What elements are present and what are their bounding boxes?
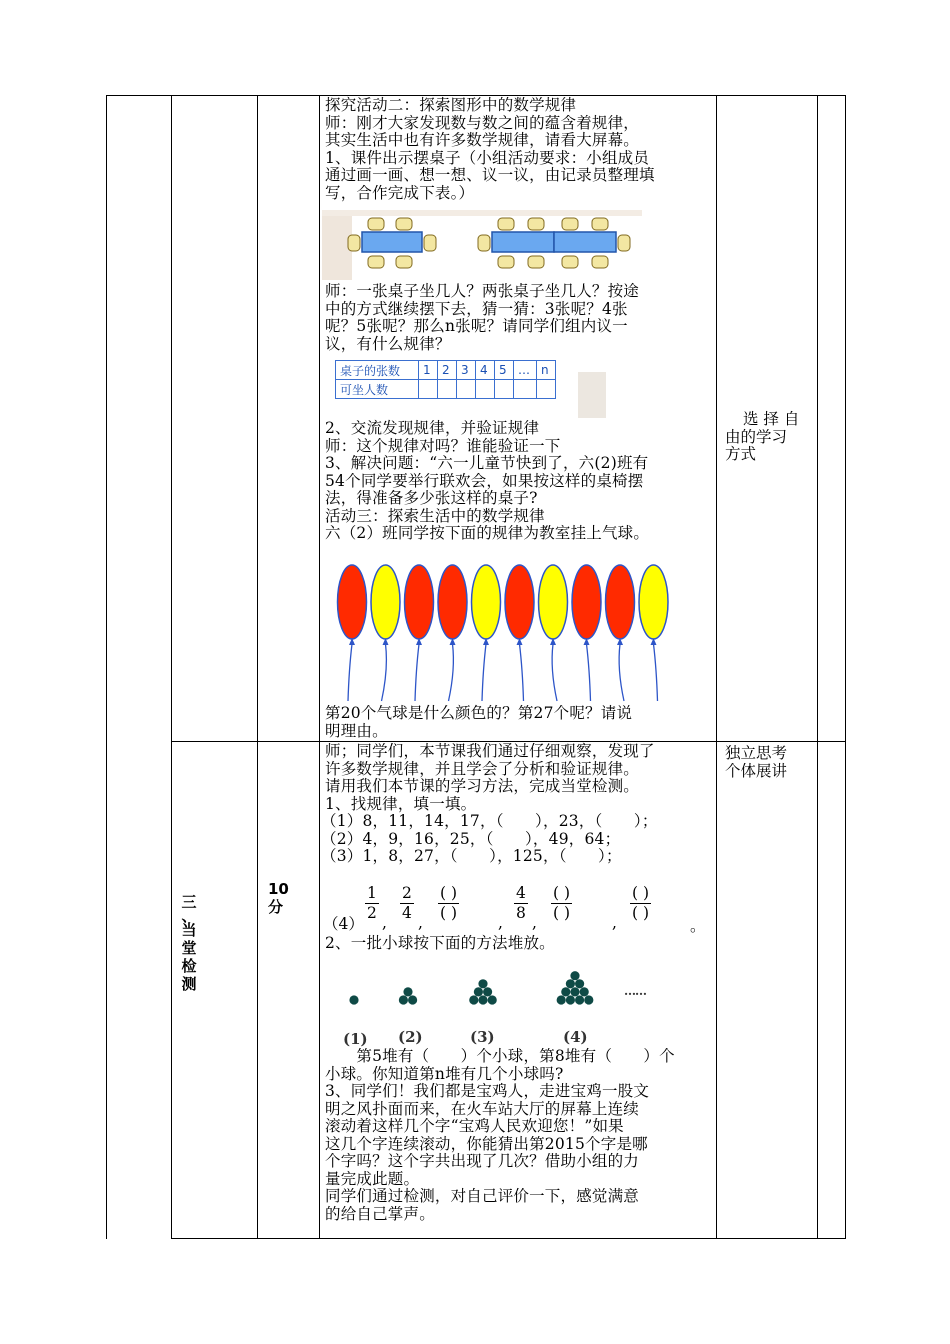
text-line: 探究活动二：探索图形中的数学规律 — [325, 96, 577, 114]
balloon — [639, 565, 668, 701]
text-line: 1、找规律，填一填。 — [325, 794, 477, 813]
single-table-group — [348, 218, 436, 268]
text-line: 滚动着这样几个字“宝鸡人民欢迎您！”如果 — [325, 1117, 624, 1135]
text-line: 通过画一画、想一想、议一议，由记录员整理填 — [325, 166, 655, 184]
text-line: 方式 — [725, 445, 757, 463]
fraction-separator: , — [612, 914, 617, 932]
activity2-intro — [325, 97, 655, 202]
text-line: 其实生活中也有许多数学规律，请看大屏幕。 — [325, 131, 640, 149]
text-line: （1）8，11，14，17，（ ），23，（ ）； — [321, 812, 658, 830]
time-label: 10 分 — [268, 880, 289, 916]
text-line: 54个同学要举行联欢会，如果按这样的桌椅摆 — [325, 471, 644, 490]
text-line: （2）4，9，16，25，（ ），49，64； — [321, 829, 621, 848]
table-cell: 5 — [495, 361, 514, 380]
text-line: 这几个字连续滚动，你能猜出第2015个字是哪 — [325, 1134, 648, 1153]
balloon — [505, 565, 534, 701]
fraction-separator: , — [498, 914, 503, 932]
text-line: 师：这个规律对吗？谁能验证一下 — [325, 436, 561, 455]
activity2-after — [325, 420, 649, 543]
question-2-text — [325, 1048, 675, 1083]
text-line: 小球。你知道第n堆有几个小球吗? — [325, 1064, 564, 1083]
fraction-3: ( ) ( ) — [440, 884, 458, 922]
table-row — [336, 361, 556, 380]
pile-label-2: (2) — [398, 1028, 423, 1046]
text-line: 选 择 自 — [743, 410, 800, 428]
stage-label-in-class-test: 三 、 当 堂 检 测 — [181, 893, 197, 993]
text-line: 写，合作完成下表。） — [325, 183, 475, 202]
text-line: 师：一张桌子坐几人？两张桌子坐几人？按途 — [325, 282, 640, 300]
question-2-intro — [325, 935, 555, 953]
text-line: 明理由。 — [325, 721, 388, 740]
question-3-text — [325, 1083, 649, 1223]
ball-pile — [349, 995, 358, 1004]
text-line: 的给自己掌声。 — [325, 1204, 435, 1223]
balloon — [539, 565, 568, 701]
desk-count-table — [335, 360, 556, 399]
text-line: 明之风扑面而来，在火车站大厅的屏幕上连续 — [325, 1099, 640, 1118]
text-line: 许多数学规律，并且学会了分析和验证规律。 — [325, 759, 640, 778]
balloon — [438, 565, 467, 701]
table-border-left — [106, 95, 107, 1239]
table-cell: 3 — [457, 361, 476, 380]
text-line: 3、同学们！我们都是宝鸡人，走进宝鸡一股文 — [325, 1082, 650, 1100]
text-line: 活动三：探索生活中的数学规律 — [325, 506, 545, 525]
text-line: 由的学习 — [725, 427, 788, 446]
balloon — [405, 565, 434, 701]
text-line: 师：刚才大家发现数与数之间的蕴含着规律， — [325, 113, 640, 132]
table-col-divider-1 — [171, 95, 172, 1239]
table-cell: 1 — [419, 361, 438, 380]
ball-pile — [557, 971, 594, 1004]
table-col-divider-2 — [257, 95, 258, 1239]
text-line: 3、解决问题：“六一儿童节快到了，六(2)班有 — [325, 454, 649, 472]
table-col-divider-4 — [716, 95, 717, 1239]
method-note-test — [725, 745, 787, 780]
fraction-separator: , — [532, 914, 537, 932]
text-line: 个字吗？这个字共出现了几次？借助小组的力 — [325, 1152, 640, 1170]
text-line: 量完成此题。 — [325, 1169, 420, 1188]
table-cell: 2 — [438, 361, 457, 380]
text-line: 个体展讲 — [725, 761, 788, 780]
text-line: 议，有什么规律？ — [325, 334, 451, 353]
balloon-question — [325, 705, 632, 740]
mini-table-background — [578, 372, 606, 418]
text-line: 1、课件出示摆桌子（小组活动要求：小组成员 — [325, 148, 650, 167]
fraction-separator: , — [382, 914, 387, 932]
pile-label-4: (4) — [563, 1028, 588, 1046]
table-border-right — [845, 95, 846, 1239]
fraction-separator: , — [418, 914, 423, 932]
table-cell: … — [514, 361, 537, 380]
text-line: 法，得准备多少张这样的桌子? — [325, 489, 538, 507]
text-line: 师；同学们，本节课我们通过仔细观察，发现了 — [325, 742, 655, 760]
table-cell-label: 可坐人数 — [336, 380, 419, 399]
ball-pile — [469, 979, 497, 1004]
fraction-6: ( ) ( ) — [632, 884, 650, 922]
fraction-1: $\frac{1}{2}$ — [367, 884, 377, 922]
table-cell: n — [537, 361, 556, 380]
text-line: 六（2）班同学按下面的规律为教室挂上气球。 — [325, 524, 650, 542]
pile-label-1: (1) — [343, 1030, 368, 1048]
text-line: 同学们通过检测，对自己评价一下，感觉满意 — [325, 1187, 640, 1205]
text-line: 第5堆有（ ）个小球，第8堆有（ ）个 — [325, 1047, 675, 1065]
text-line: 呢？5张呢？那么n张呢？请同学们组内议一 — [325, 317, 628, 335]
method-note-activity — [725, 411, 799, 464]
double-table-group — [478, 218, 630, 268]
fraction-5: ( ) ( ) — [553, 884, 571, 922]
balloon — [472, 565, 501, 701]
fraction-4: $\frac{4}{8}$ — [516, 884, 526, 922]
balloons-illustration — [330, 560, 680, 705]
section3-intro — [321, 742, 658, 866]
pile-ellipsis: …… — [624, 984, 646, 998]
text-line: 独立思考 — [725, 744, 788, 762]
table-row — [336, 380, 556, 399]
text-line: （3）1，8，27，（ ），125，（ ）； — [321, 847, 622, 865]
text-line: 第20个气球是什么颜色的？第27个呢？请说 — [325, 704, 633, 722]
illustration-background-strip — [322, 210, 642, 216]
balloon — [371, 565, 400, 701]
table-col-divider-5 — [817, 95, 818, 1239]
table-col-divider-3 — [319, 95, 320, 1239]
balloon — [338, 565, 367, 701]
tables-chairs-illustration — [322, 210, 642, 280]
table-cell-label: 桌子的张数 — [336, 361, 419, 380]
text-line: 请用我们本节课的学习方法，完成当堂检测。 — [325, 777, 640, 795]
pile-label-3: (3) — [470, 1028, 495, 1046]
fraction-2: $\frac{2}{4}$ — [402, 884, 412, 922]
balloon — [606, 565, 635, 701]
text-line: 2、一批小球按下面的方法堆放。 — [325, 934, 555, 952]
text-line: 2、交流发现规律，并验证规律 — [325, 419, 540, 437]
table-border-bottom — [171, 1238, 846, 1239]
ball-pile — [399, 987, 417, 1004]
table-cell: 4 — [476, 361, 495, 380]
fraction-end: 。 — [690, 917, 706, 935]
balloon — [572, 565, 601, 701]
text-line: 中的方式继续摆下去，猜一猜：3张呢？4张 — [325, 299, 628, 318]
activity2-question — [325, 283, 639, 353]
fraction-prefix: （4） — [323, 915, 364, 933]
